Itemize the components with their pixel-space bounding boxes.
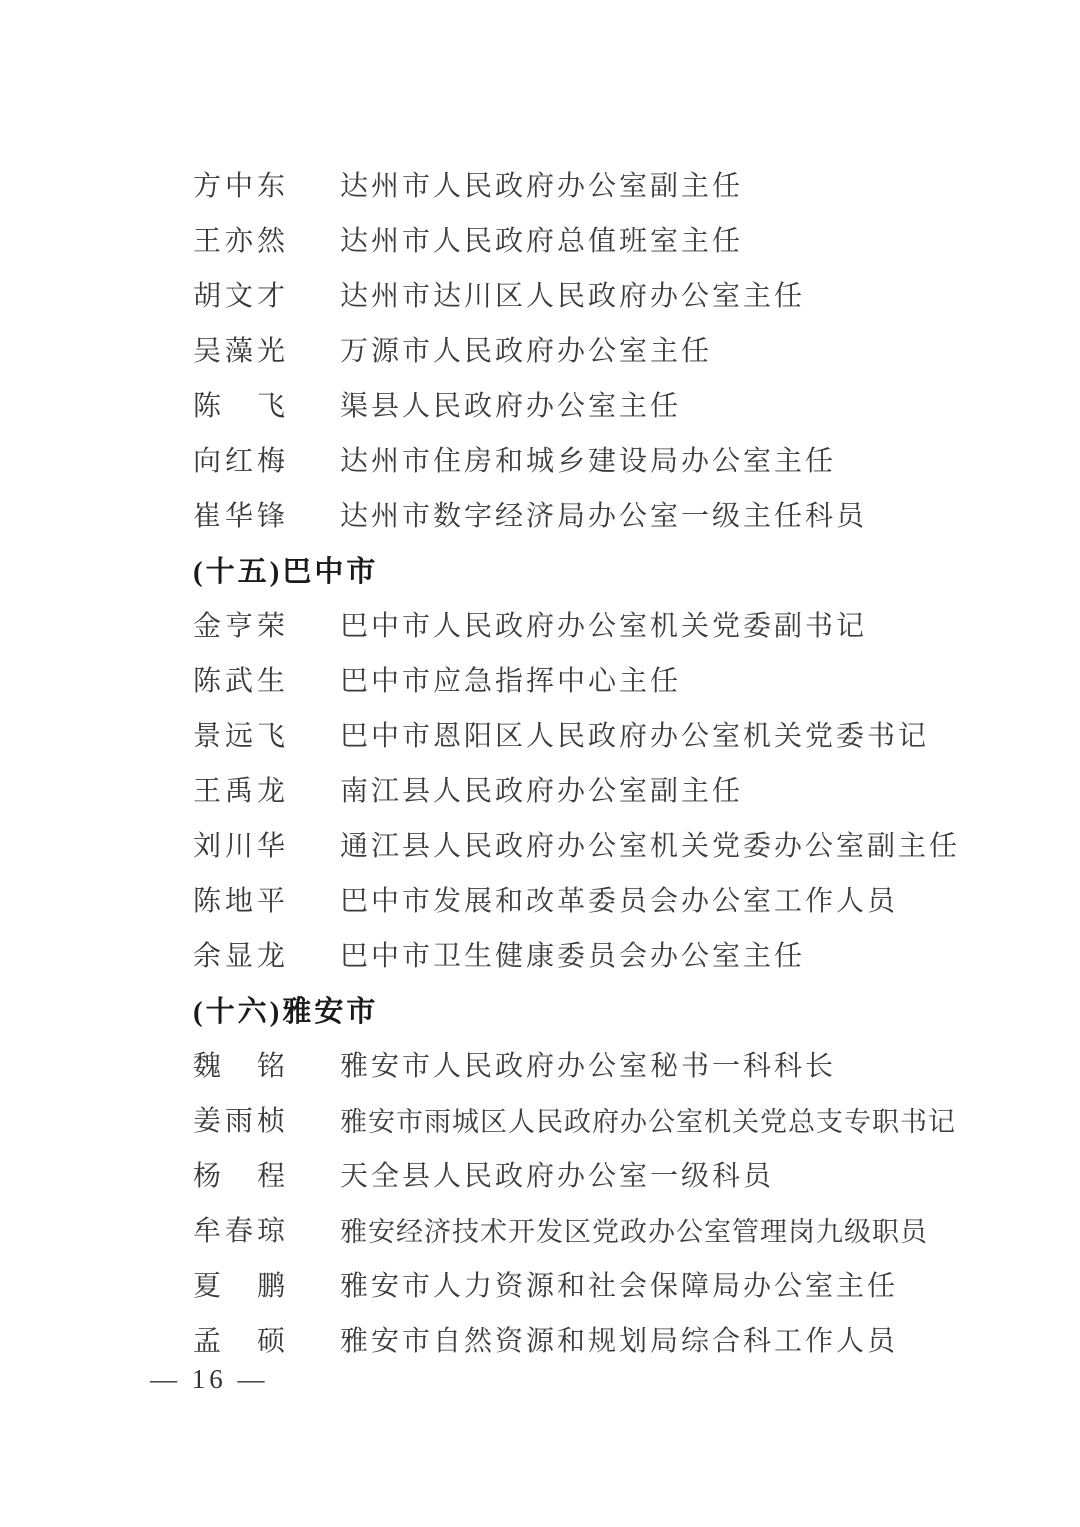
- person-name: 向红梅: [193, 446, 290, 477]
- person-name: 姜雨桢: [193, 1106, 290, 1137]
- person-name: 陈 飞: [193, 391, 290, 422]
- person-name: 景远飞: [193, 721, 290, 752]
- person-name: 崔华锋: [193, 501, 290, 532]
- person-position: 渠县人民政府办公室主任: [340, 391, 682, 422]
- person-position: 南江县人民政府办公室副主任: [340, 776, 744, 807]
- person-position: 达州市人民政府总值班室主任: [340, 226, 744, 257]
- person-position: 巴中市卫生健康委员会办公室主任: [340, 941, 806, 972]
- person-position: 雅安市人民政府办公室秘书一科科长: [340, 1051, 837, 1082]
- person-position: 巴中市发展和改革委员会办公室工作人员: [340, 886, 899, 917]
- person-position: 达州市达川区人民政府办公室主任: [340, 281, 806, 312]
- section-header: (十五)巴中市: [193, 556, 379, 588]
- person-position: 达州市人民政府办公室副主任: [340, 171, 744, 202]
- person-name: 陈地平: [193, 886, 290, 917]
- person-name: 刘川华: [193, 831, 290, 862]
- list-item: [193, 392, 1020, 422]
- person-name: 金亨荣: [193, 611, 290, 642]
- person-name: 方中东: [193, 171, 290, 202]
- list-item: [193, 1327, 1020, 1357]
- person-position: 雅安市雨城区人民政府办公室机关党总支专职书记: [340, 1107, 956, 1137]
- person-position: 达州市住房和城乡建设局办公室主任: [340, 446, 837, 477]
- person-name: 王禹龙: [193, 776, 290, 807]
- list-item: [193, 1052, 1020, 1082]
- person-position: 雅安市人力资源和社会保障局办公室主任: [340, 1271, 899, 1302]
- list-item: [193, 227, 1020, 257]
- list-item: [193, 502, 1020, 532]
- person-position: 巴中市恩阳区人民政府办公室机关党委书记: [340, 721, 930, 752]
- person-position: 雅安市自然资源和规划局综合科工作人员: [340, 1326, 899, 1357]
- page-number: — 16 —: [150, 1364, 269, 1394]
- person-position: 通江县人民政府办公室机关党委办公室副主任: [340, 831, 961, 862]
- list-item: [193, 447, 1020, 477]
- person-name: 余显龙: [193, 941, 290, 972]
- person-name: 王亦然: [193, 226, 290, 257]
- list-item: [193, 282, 1020, 312]
- section-header: (十六)雅安市: [193, 996, 379, 1028]
- person-name: 胡文才: [193, 281, 290, 312]
- person-position: 雅安经济技术开发区党政办公室管理岗九级职员: [340, 1217, 928, 1247]
- person-name: 杨 程: [193, 1161, 290, 1192]
- list-item: [193, 667, 1020, 697]
- person-name: 孟 硕: [193, 1326, 290, 1357]
- list-item: [193, 612, 1020, 642]
- person-name: 吴藻光: [193, 336, 290, 367]
- list-item: [193, 1272, 1020, 1302]
- list-item: [193, 832, 1020, 862]
- appointment-list: [193, 172, 1020, 1382]
- list-item: [193, 942, 1020, 972]
- person-position: 万源市人民政府办公室主任: [340, 336, 713, 367]
- person-name: 魏 铭: [193, 1051, 290, 1082]
- person-position: 天全县人民政府办公室一级科员: [340, 1161, 775, 1192]
- list-item: [193, 887, 1020, 917]
- person-position: 巴中市应急指挥中心主任: [340, 666, 682, 697]
- list-item: [193, 337, 1020, 367]
- list-item: [193, 722, 1020, 752]
- list-item: [193, 1107, 1020, 1137]
- list-item: [193, 172, 1020, 202]
- list-item: [193, 777, 1020, 807]
- person-name: 陈武生: [193, 666, 290, 697]
- list-item: [193, 1162, 1020, 1192]
- person-position: 巴中市人民政府办公室机关党委副书记: [340, 611, 868, 642]
- person-name: 夏 鹏: [193, 1271, 290, 1302]
- person-position: 达州市数字经济局办公室一级主任科员: [340, 501, 868, 532]
- person-name: 牟春琼: [193, 1216, 290, 1247]
- list-item: [193, 1217, 1020, 1247]
